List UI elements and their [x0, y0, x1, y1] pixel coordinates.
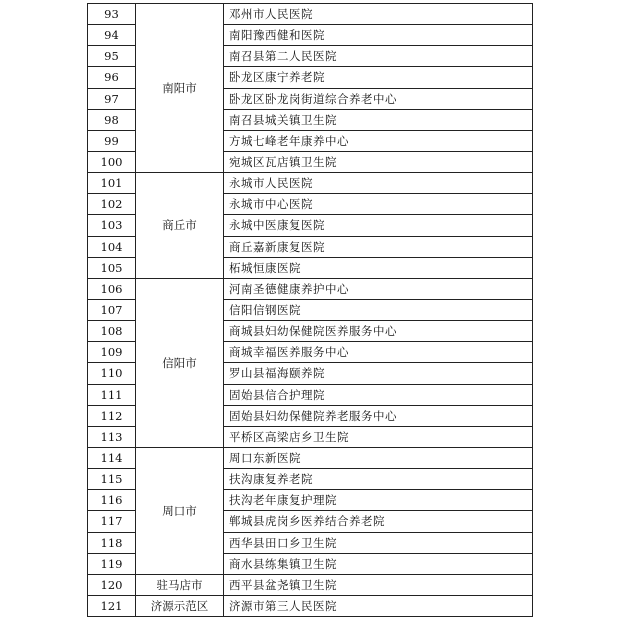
- institution-name: 济源市第三人民医院: [229, 599, 337, 613]
- row-number-cell: 111: [88, 384, 136, 405]
- row-number-cell: 103: [88, 215, 136, 236]
- institution-name: 南召县城关镇卫生院: [229, 112, 337, 127]
- row-number-cell: 100: [88, 151, 136, 172]
- row-number-cell: 102: [88, 194, 136, 215]
- institution-name: 永城市中心医院: [229, 197, 313, 212]
- row-number-cell: 120: [88, 574, 136, 595]
- institution-name-cell: [224, 574, 533, 595]
- institution-name: 西平县盆尧镇卫生院: [229, 577, 337, 592]
- institution-table-container: [87, 3, 532, 617]
- institution-name-cell: [224, 426, 533, 447]
- row-number-cell: 109: [88, 342, 136, 363]
- institution-name: 扶沟老年康复护理院: [229, 493, 337, 508]
- institution-name: 南召县第二人民医院: [229, 49, 337, 64]
- institution-name-cell: [224, 384, 533, 405]
- table-row: [88, 574, 533, 595]
- institution-name-cell: [224, 447, 533, 468]
- row-number-cell: 97: [88, 88, 136, 109]
- table-row: [88, 595, 533, 616]
- city-cell: [136, 173, 224, 279]
- institution-name-cell: [224, 532, 533, 553]
- row-number-cell: 117: [88, 511, 136, 532]
- institution-name: 宛城区瓦店镇卫生院: [229, 155, 337, 170]
- institution-name-cell: [224, 278, 533, 299]
- institution-name-cell: [224, 130, 533, 151]
- institution-name: 商丘嘉新康复医院: [229, 239, 325, 254]
- institution-name-cell: [224, 511, 533, 532]
- city-cell: [136, 595, 224, 616]
- institution-name-cell: [224, 88, 533, 109]
- row-number-cell: 99: [88, 130, 136, 151]
- institution-name: 柘城恒康医院: [229, 260, 301, 275]
- institution-name-cell: [224, 490, 533, 511]
- institution-name-cell: [224, 46, 533, 67]
- row-number-cell: 115: [88, 469, 136, 490]
- table-body: [88, 4, 533, 617]
- institution-name-cell: [224, 215, 533, 236]
- institution-table: [87, 3, 533, 617]
- row-number-cell: 106: [88, 278, 136, 299]
- institution-name-cell: [224, 194, 533, 215]
- row-number-cell: 94: [88, 25, 136, 46]
- city-cell: [136, 447, 224, 574]
- row-number-cell: 104: [88, 236, 136, 257]
- institution-name-cell: [224, 173, 533, 194]
- institution-name-cell: [224, 595, 533, 616]
- institution-name-cell: [224, 109, 533, 130]
- institution-name: 永城中医康复医院: [229, 218, 325, 233]
- row-number-cell: 118: [88, 532, 136, 553]
- row-number-cell: 93: [88, 4, 136, 25]
- institution-name: 邓州市人民医院: [229, 7, 313, 22]
- city-label: 济源示范区: [150, 599, 209, 613]
- row-number-cell: 98: [88, 109, 136, 130]
- row-number-cell: 110: [88, 363, 136, 384]
- institution-name-cell: [224, 151, 533, 172]
- city-label: 南阳市: [162, 81, 197, 96]
- institution-name-cell: [224, 553, 533, 574]
- row-number-cell: 116: [88, 490, 136, 511]
- institution-name: 郸城县虎岗乡医养结合养老院: [229, 514, 385, 529]
- institution-name: 商城幸福医养服务中心: [229, 345, 349, 360]
- institution-name-cell: [224, 4, 533, 25]
- city-label: 商丘市: [162, 218, 197, 233]
- institution-name: 西华县田口乡卫生院: [229, 535, 337, 550]
- row-number-cell: 113: [88, 426, 136, 447]
- institution-name: 方城七峰老年康养中心: [229, 133, 349, 148]
- city-label: 信阳市: [162, 355, 197, 370]
- institution-name: 商水县练集镇卫生院: [229, 556, 337, 571]
- institution-name-cell: [224, 299, 533, 320]
- institution-name: 信阳信钢医院: [229, 303, 301, 318]
- row-number-cell: 119: [88, 553, 136, 574]
- institution-name: 河南圣德健康养护中心: [229, 281, 349, 296]
- institution-name-cell: [224, 321, 533, 342]
- city-label: 周口市: [162, 503, 197, 518]
- institution-name: 周口东新医院: [229, 451, 301, 466]
- institution-name: 永城市人民医院: [229, 176, 313, 191]
- institution-name-cell: [224, 342, 533, 363]
- institution-name: 固始县信合护理院: [229, 387, 325, 402]
- table-row: [88, 278, 533, 299]
- institution-name: 卧龙区康宁养老院: [229, 70, 325, 85]
- row-number-cell: 95: [88, 46, 136, 67]
- row-number-cell: 112: [88, 405, 136, 426]
- institution-name: 固始县妇幼保健院养老服务中心: [229, 408, 397, 423]
- row-number-cell: 114: [88, 447, 136, 468]
- institution-name: 罗山县福海颐养院: [229, 366, 325, 381]
- institution-name-cell: [224, 469, 533, 490]
- city-cell: [136, 278, 224, 447]
- table-row: [88, 4, 533, 25]
- row-number-cell: 121: [88, 595, 136, 616]
- institution-name-cell: [224, 405, 533, 426]
- institution-name: 卧龙区卧龙岗街道综合养老中心: [229, 91, 397, 106]
- institution-name-cell: [224, 363, 533, 384]
- row-number-cell: 101: [88, 173, 136, 194]
- row-number-cell: 107: [88, 299, 136, 320]
- city-cell: [136, 4, 224, 173]
- institution-name: 南阳豫西健和医院: [229, 28, 325, 43]
- institution-name: 商城县妇幼保健院医养服务中心: [229, 324, 397, 339]
- row-number-cell: 96: [88, 67, 136, 88]
- row-number-cell: 108: [88, 321, 136, 342]
- institution-name-cell: [224, 236, 533, 257]
- city-cell: [136, 574, 224, 595]
- institution-name: 扶沟康复养老院: [229, 472, 313, 487]
- institution-name: 平桥区高梁店乡卫生院: [229, 429, 349, 444]
- table-row: [88, 173, 533, 194]
- row-number-cell: 105: [88, 257, 136, 278]
- table-row: [88, 447, 533, 468]
- institution-name-cell: [224, 25, 533, 46]
- city-label: 驻马店市: [156, 577, 203, 592]
- institution-name-cell: [224, 257, 533, 278]
- institution-name-cell: [224, 67, 533, 88]
